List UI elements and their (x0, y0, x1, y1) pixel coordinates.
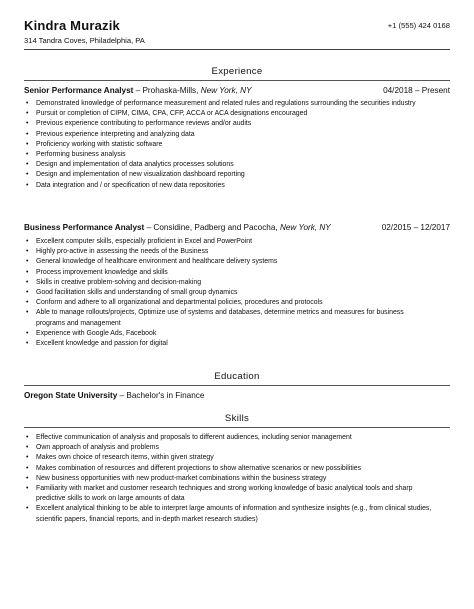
list-item: • Own approach of analysis and problems (24, 443, 434, 453)
list-item: • Design and implementation of new visualization dashboard reporting (24, 170, 434, 180)
job-1-bullets (24, 99, 434, 191)
list-item: • Skills in creative problem-solving and decision-making (24, 278, 434, 288)
job-2-bullets (24, 237, 434, 349)
experience-heading: Experience (211, 66, 263, 77)
list-item: • Good facilitation skills and understanding of small group dynamics (24, 288, 434, 298)
list-item: • Excellent analytical thinking to be able to interpret large amounts of information and synthesize insights (e.g., from clinical studies, scientific papers, financial reports, and in-depth market research studies) (24, 504, 434, 524)
job-2-location: New York, NY (279, 223, 331, 232)
candidate-phone: +1 (555) 424 0168 (387, 21, 450, 30)
candidate-address: 314 Tandra Coves, Philadelphia, PA (24, 36, 145, 45)
job-2-dates: 02/2015 – 12/2017 (381, 223, 450, 232)
education-separator: – (117, 391, 127, 400)
candidate-name: Kindra Murazik (24, 18, 120, 33)
job-2-company: Considine, Padberg and Pacocha, (153, 223, 280, 232)
job-1-location: New York, NY (200, 86, 252, 95)
list-item: • Data integration and / or specification of new data repositories (24, 181, 434, 191)
list-item: • Effective communication of analysis and proposals to different audiences, including senior management (24, 433, 434, 443)
list-item: • New business opportunities with new product-market combinations within the business strategy (24, 474, 434, 484)
skills-divider (24, 427, 450, 428)
experience-divider (24, 80, 450, 81)
list-item: • Familiarity with market and customer research techniques and strong working knowledge of basic analytical tools and sharp predictive skills to work on large amounts of data (24, 484, 434, 504)
job-1-separator: – (133, 86, 143, 95)
list-item: • Process improvement knowledge and skills (24, 268, 434, 278)
list-item: • Able to manage rollouts/projects, Optimize use of systems and databases, determine metrics and measures for business programs and management (24, 308, 434, 328)
list-item: • Makes own choice of research items, within given strategy (24, 453, 434, 463)
list-item: • Highly pro-active in assessing the needs of the Business (24, 247, 434, 257)
education-divider (24, 385, 450, 386)
job-1-dates: 04/2018 – Present (383, 86, 450, 95)
education-school: Oregon State University (24, 391, 118, 400)
list-item: • Performing business analysis (24, 150, 434, 160)
list-item: • Conform and adhere to all organizational and departmental policies, procedures and protocols (24, 298, 434, 308)
skills-bullets (24, 433, 434, 525)
list-item: • Experience with Google Ads, Facebook (24, 329, 434, 339)
education-entry (24, 391, 204, 400)
education-degree: Bachelor's in Finance (126, 391, 205, 400)
list-item: • Makes combination of resources and different projections to show alternative scenarios or new possibilities (24, 464, 434, 474)
education-heading: Education (214, 371, 260, 382)
list-item: • Excellent computer skills, especially proficient in Excel and PowerPoint (24, 237, 434, 247)
header-divider (24, 49, 450, 50)
job-2-header (24, 223, 450, 232)
skills-heading: Skills (224, 413, 250, 424)
list-item: • General knowledge of healthcare environment and healthcare delivery systems (24, 257, 434, 267)
job-1-header (24, 86, 450, 95)
list-item: • Previous experience interpreting and analyzing data (24, 130, 434, 140)
job-1-title: Senior Performance Analyst (24, 86, 134, 95)
list-item: • Design and implementation of data analytics processes solutions (24, 160, 434, 170)
list-item: • Demonstrated knowledge of performance measurement and related rules and regulations surrounding the securities industry (24, 99, 434, 109)
job-2-title: Business Performance Analyst (24, 223, 145, 232)
list-item: • Excellent knowledge and passion for digital (24, 339, 434, 349)
job-1-company: Prohaska-Mills, (142, 86, 201, 95)
job-2-separator: – (144, 223, 154, 232)
list-item: • Pursuit or completion of CIPM, CIMA, CPA, CFP, ACCA or ACA designations encouraged (24, 109, 434, 119)
list-item: • Proficiency working with statistic software (24, 140, 434, 150)
list-item: • Previous experience contributing to performance reviews and/or audits (24, 119, 434, 129)
